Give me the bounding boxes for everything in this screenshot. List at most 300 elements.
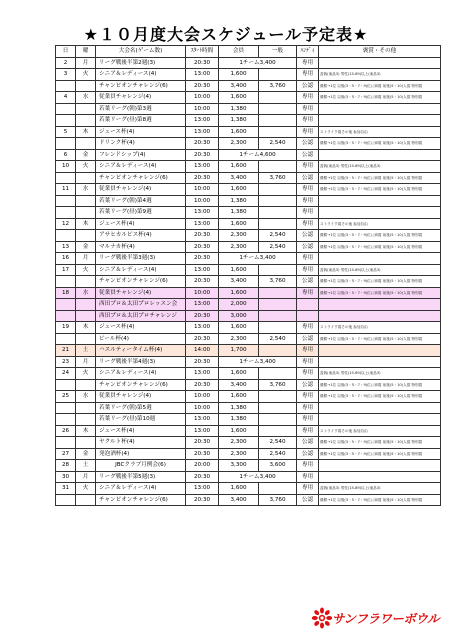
table-row <box>56 161 441 173</box>
cell-member: 1チーム3,400 <box>219 356 297 368</box>
cell-name: フレンドシップ(4) <box>96 149 186 161</box>
cell-general: 2,540 <box>259 437 297 449</box>
cell-dow: 金 <box>76 241 96 253</box>
cell-note: 盆栽(東品3) 男性(15-89)以上(東品3) <box>319 161 441 173</box>
table-row <box>56 310 441 322</box>
cell-note: 優勝→1位 以後(3・5・7・9)位に商賞 前後(5・10)人賞 特別賞 <box>319 437 441 449</box>
cell-member: 2,300 <box>219 448 259 460</box>
cell-note: 優勝→1位 以後(3・5・7・9)位に商賞 前後(5・10)人賞 特別賞 <box>319 391 441 403</box>
table-row <box>56 230 441 242</box>
table-row <box>56 115 441 127</box>
cell-name: リーグ戦後半第5週(3) <box>96 471 186 483</box>
cell-day <box>56 494 76 506</box>
table-row <box>56 92 441 104</box>
table-row <box>56 126 441 138</box>
cell-handi: 専用 <box>297 356 319 368</box>
cell-time: 13:00 <box>186 322 219 334</box>
cell-handi: 専用 <box>297 69 319 81</box>
cell-general <box>259 184 297 196</box>
cell-dow: 土 <box>76 460 96 472</box>
cell-note <box>319 207 441 219</box>
sunflower-bowl-logo <box>312 606 438 630</box>
cell-note: 盆栽(東品3) 男性(15-89)以上(東品3) <box>319 368 441 380</box>
cell-time: 20:30 <box>186 138 219 150</box>
cell-day <box>56 103 76 115</box>
cell-note: 優勝→1位 以後(3・5・7・9)位に商賞 前後(5・10)人賞 特別賞 <box>319 241 441 253</box>
cell-general: 3,760 <box>259 80 297 92</box>
cell-member: 1,380 <box>219 195 259 207</box>
cell-dow <box>76 115 96 127</box>
cell-name: チャンピオンチャレンジ(6) <box>96 276 186 288</box>
cell-general <box>259 310 297 322</box>
table-row <box>56 391 441 403</box>
cell-general <box>259 402 297 414</box>
cell-dow <box>76 80 96 92</box>
cell-handi: 専用 <box>297 368 319 380</box>
cell-name: シニア＆レディース(4) <box>96 368 186 380</box>
cell-member: 1,600 <box>219 161 259 173</box>
cell-general: 2,540 <box>259 241 297 253</box>
cell-name: リーグ戦後半第4週(3) <box>96 356 186 368</box>
cell-member: 1,600 <box>219 287 259 299</box>
cell-general: 3,760 <box>259 172 297 184</box>
cell-time: 20:30 <box>186 80 219 92</box>
table-row <box>56 103 441 115</box>
cell-note: 優勝→1位 以後(3・5・7・9)位に商賞 前後(5・10)人賞 特別賞 <box>319 276 441 288</box>
cell-day <box>56 115 76 127</box>
cell-member: 3,400 <box>219 172 259 184</box>
cell-member: 1,600 <box>219 218 259 230</box>
sunflower-icon <box>312 607 332 629</box>
cell-name: 西田プロ＆太田プロチャレンジ <box>96 310 186 322</box>
cell-member: 2,000 <box>219 299 259 311</box>
cell-time: 10:00 <box>186 287 219 299</box>
cell-member: 2,300 <box>219 241 259 253</box>
cell-member: 2,300 <box>219 230 259 242</box>
cell-note: 優勝→1位 以後(3・5・7・9)位に商賞 前後(5・10)人賞 特別賞 <box>319 448 441 460</box>
table-row <box>56 149 441 161</box>
cell-member: 1,700 <box>219 345 259 357</box>
cell-day <box>56 299 76 311</box>
cell-note <box>319 345 441 357</box>
cell-name: ビール杯(4) <box>96 333 186 345</box>
cell-time: 13:00 <box>186 218 219 230</box>
cell-handi: 専用 <box>297 126 319 138</box>
cell-handi: 専用 <box>297 57 319 69</box>
cell-handi: 専用 <box>297 207 319 219</box>
cell-name: 発泡酒杯(4) <box>96 448 186 460</box>
column-header: 日 <box>56 46 76 58</box>
cell-note <box>319 356 441 368</box>
cell-note: 優勝→1位 以後(3・5・7・9)位に商賞 前後(5・10)人賞 特別賞 <box>319 172 441 184</box>
cell-dow: 月 <box>76 57 96 69</box>
cell-note: 盆栽(東品3) 男性(15-89)以上(東品3) <box>319 483 441 495</box>
cell-handi: 専用 <box>297 425 319 437</box>
cell-general <box>259 207 297 219</box>
cell-time: 13:00 <box>186 483 219 495</box>
cell-member: 1,600 <box>219 126 259 138</box>
cell-general: 3,600 <box>259 460 297 472</box>
cell-day: 4 <box>56 92 76 104</box>
cell-handi: 専用 <box>297 184 319 196</box>
table-row <box>56 138 441 150</box>
cell-name: ハスルティータイム杯(4) <box>96 345 186 357</box>
cell-note: 優勝→1位 以後(3・5・7・9)位に商賞 前後(5・10)人賞 特別賞 <box>319 494 441 506</box>
cell-dow: 金 <box>76 149 96 161</box>
cell-day <box>56 138 76 150</box>
cell-time: 13:00 <box>186 161 219 173</box>
cell-member: 2,300 <box>219 437 259 449</box>
cell-time: 13:00 <box>186 299 219 311</box>
cell-handi: 専用 <box>297 287 319 299</box>
cell-time: 20:30 <box>186 230 219 242</box>
cell-day: 26 <box>56 425 76 437</box>
cell-day <box>56 195 76 207</box>
cell-dow: 水 <box>76 184 96 196</box>
cell-general <box>259 69 297 81</box>
cell-dow: 水 <box>76 92 96 104</box>
cell-day: 24 <box>56 368 76 380</box>
cell-general: 3,760 <box>259 276 297 288</box>
cell-dow: 水 <box>76 287 96 299</box>
cell-member: 1チーム3,400 <box>219 471 297 483</box>
column-header: 大会名(ゲーム数) <box>96 46 186 58</box>
cell-handi <box>297 299 319 311</box>
cell-time: 13:00 <box>186 126 219 138</box>
cell-member: 1,600 <box>219 69 259 81</box>
cell-handi: 公認 <box>297 379 319 391</box>
cell-note: 優勝→1位 以後(3・5・7・9)位に商賞 前後(5・10)人賞 特別賞 <box>319 333 441 345</box>
cell-name: 従業員チャレンジ(4) <box>96 184 186 196</box>
cell-handi: 公認 <box>297 138 319 150</box>
cell-handi: 専用 <box>297 103 319 115</box>
cell-name: チャンピオンチャレンジ(6) <box>96 80 186 92</box>
cell-note <box>319 414 441 426</box>
cell-dow: 火 <box>76 483 96 495</box>
cell-general <box>259 264 297 276</box>
cell-dow: 月 <box>76 356 96 368</box>
cell-time: 14:00 <box>186 345 219 357</box>
cell-note: 盆栽(東品3) 男性(15-89)以上(東品3) <box>319 264 441 276</box>
table-row <box>56 379 441 391</box>
cell-name: ジュース杯(4) <box>96 126 186 138</box>
table-row <box>56 69 441 81</box>
cell-member: 1,600 <box>219 92 259 104</box>
cell-general: 3,760 <box>259 494 297 506</box>
table-row <box>56 80 441 92</box>
table-row <box>56 414 441 426</box>
cell-general: 2,540 <box>259 333 297 345</box>
cell-note: ストライク賞その他 参加自由 <box>319 322 441 334</box>
cell-member: 1,380 <box>219 115 259 127</box>
cell-handi: 専用 <box>297 402 319 414</box>
cell-handi: 専用 <box>297 161 319 173</box>
cell-time: 20:30 <box>186 379 219 391</box>
cell-general <box>259 161 297 173</box>
cell-name: リーグ戦後半第2週(3) <box>96 57 186 69</box>
cell-day <box>56 207 76 219</box>
table-row <box>56 207 441 219</box>
cell-dow: 木 <box>76 425 96 437</box>
cell-note <box>319 103 441 115</box>
cell-member: 2,300 <box>219 138 259 150</box>
cell-general <box>259 92 297 104</box>
table-row <box>56 322 441 334</box>
cell-day <box>56 414 76 426</box>
cell-time: 13:00 <box>186 368 219 380</box>
cell-time: 13:00 <box>186 414 219 426</box>
cell-note: 優勝→1位 以後(3・5・7・9)位に商賞 前後(5・10)人賞 特別賞 <box>319 92 441 104</box>
cell-dow <box>76 207 96 219</box>
cell-note: 優勝→1位 以後(3・5・7・9)位に商賞 前後(5・10)人賞 特別賞 <box>319 80 441 92</box>
cell-day: 16 <box>56 253 76 265</box>
cell-handi: 専用 <box>297 460 319 472</box>
cell-time: 20:30 <box>186 172 219 184</box>
cell-note: 盆栽(東品3) 男性(15-89)以上(東品3) <box>319 69 441 81</box>
cell-member: 1,600 <box>219 391 259 403</box>
cell-day: 10 <box>56 161 76 173</box>
cell-name: シニア＆レディース(4) <box>96 69 186 81</box>
cell-name: ジュース杯(4) <box>96 322 186 334</box>
cell-name: 若葉リーグ(昼)第9週 <box>96 207 186 219</box>
cell-handi: 専用 <box>297 414 319 426</box>
cell-time: 20:30 <box>186 494 219 506</box>
cell-time: 13:00 <box>186 115 219 127</box>
cell-time: 20:30 <box>186 241 219 253</box>
cell-day <box>56 230 76 242</box>
cell-general <box>259 287 297 299</box>
cell-name: 若葉リーグ(朝)第5週 <box>96 402 186 414</box>
cell-name: 従業員チャレンジ(4) <box>96 391 186 403</box>
table-row <box>56 218 441 230</box>
cell-note <box>319 115 441 127</box>
cell-note <box>319 460 441 472</box>
page-title: ★１０月度大会スケジュール予定表★ <box>83 25 369 44</box>
table-row <box>56 437 441 449</box>
cell-member: 1,600 <box>219 322 259 334</box>
cell-handi: 公認 <box>297 276 319 288</box>
cell-day: 30 <box>56 471 76 483</box>
cell-name: ジュース杯(4) <box>96 425 186 437</box>
table-row <box>56 345 441 357</box>
cell-general: 2,540 <box>259 448 297 460</box>
cell-member: 1,380 <box>219 402 259 414</box>
cell-time: 20:00 <box>186 460 219 472</box>
cell-general <box>259 322 297 334</box>
cell-time: 20:30 <box>186 356 219 368</box>
cell-day: 31 <box>56 483 76 495</box>
cell-day: 18 <box>56 287 76 299</box>
cell-time: 20:30 <box>186 448 219 460</box>
column-header: 一般 <box>259 46 297 58</box>
cell-handi: 公認 <box>297 172 319 184</box>
cell-dow <box>76 414 96 426</box>
schedule-table <box>55 45 441 506</box>
cell-day: 2 <box>56 57 76 69</box>
cell-dow: 木 <box>76 322 96 334</box>
cell-note <box>319 195 441 207</box>
cell-name: 西田プロ＆太田プロレッスン会 <box>96 299 186 311</box>
table-row <box>56 172 441 184</box>
cell-member: 3,400 <box>219 80 259 92</box>
cell-time: 20:30 <box>186 253 219 265</box>
cell-general <box>259 299 297 311</box>
table-row <box>56 287 441 299</box>
cell-time: 13:00 <box>186 69 219 81</box>
logo-text: サンフラワーボウル <box>332 611 440 626</box>
cell-day: 21 <box>56 345 76 357</box>
cell-time: 10:00 <box>186 391 219 403</box>
cell-name: アサヒカルピス杯(4) <box>96 230 186 242</box>
cell-handi: 専用 <box>297 322 319 334</box>
cell-time: 20:30 <box>186 276 219 288</box>
cell-handi: 専用 <box>297 218 319 230</box>
cell-day: 5 <box>56 126 76 138</box>
cell-name: ドリンク杯(4) <box>96 138 186 150</box>
cell-general <box>259 115 297 127</box>
cell-member: 2,300 <box>219 333 259 345</box>
cell-general <box>259 483 297 495</box>
cell-member: 3,300 <box>219 460 259 472</box>
cell-member: 1,600 <box>219 425 259 437</box>
table-row <box>56 253 441 265</box>
cell-handi: 公認 <box>297 149 319 161</box>
cell-dow <box>76 379 96 391</box>
cell-member: 1,600 <box>219 368 259 380</box>
cell-name: シニア＆レディース(4) <box>96 483 186 495</box>
cell-handi: 専用 <box>297 253 319 265</box>
table-row <box>56 356 441 368</box>
cell-name: JBCクラブ月例会(6) <box>96 460 186 472</box>
cell-day: 19 <box>56 322 76 334</box>
cell-handi: 公認 <box>297 494 319 506</box>
cell-time: 20:30 <box>186 437 219 449</box>
cell-dow <box>76 437 96 449</box>
cell-dow <box>76 276 96 288</box>
cell-name: ヤクルト杯(4) <box>96 437 186 449</box>
cell-name: チャンピオンチャレンジ(6) <box>96 379 186 391</box>
cell-note: 優勝→1位 以後(3・5・7・9)位に商賞 前後(5・10)人賞 特別賞 <box>319 379 441 391</box>
cell-handi: 公認 <box>297 230 319 242</box>
cell-note <box>319 310 441 322</box>
cell-name: シニア＆レディース(4) <box>96 264 186 276</box>
cell-day <box>56 333 76 345</box>
cell-general: 2,540 <box>259 138 297 150</box>
cell-time: 20:30 <box>186 471 219 483</box>
cell-member: 1,380 <box>219 414 259 426</box>
cell-day: 12 <box>56 218 76 230</box>
cell-day <box>56 310 76 322</box>
cell-member: 1チーム3,400 <box>219 57 297 69</box>
cell-general: 2,540 <box>259 230 297 242</box>
cell-dow <box>76 103 96 115</box>
cell-time: 10:00 <box>186 195 219 207</box>
table-row <box>56 425 441 437</box>
cell-dow: 火 <box>76 264 96 276</box>
table-row <box>56 57 441 69</box>
cell-handi: 公認 <box>297 437 319 449</box>
cell-name: シニア＆レディース(4) <box>96 161 186 173</box>
cell-day <box>56 402 76 414</box>
cell-name: リーグ戦後半第3週(3) <box>96 253 186 265</box>
cell-note: ストライク賞その他 参加自由 <box>319 126 441 138</box>
cell-time: 20:30 <box>186 310 219 322</box>
table-row <box>56 448 441 460</box>
cell-day: 11 <box>56 184 76 196</box>
table-row <box>56 195 441 207</box>
table-row <box>56 299 441 311</box>
cell-dow: 火 <box>76 368 96 380</box>
cell-member: 3,000 <box>219 310 259 322</box>
cell-day: 27 <box>56 448 76 460</box>
cell-member: 3,400 <box>219 379 259 391</box>
cell-dow: 木 <box>76 126 96 138</box>
cell-general <box>259 103 297 115</box>
cell-general <box>259 126 297 138</box>
cell-general <box>259 345 297 357</box>
cell-member: 3,400 <box>219 276 259 288</box>
cell-time: 10:00 <box>186 92 219 104</box>
table-row <box>56 276 441 288</box>
column-header: ｽﾀｰﾄ時間 <box>186 46 219 58</box>
cell-dow: 月 <box>76 253 96 265</box>
cell-dow <box>76 333 96 345</box>
cell-dow <box>76 138 96 150</box>
cell-dow: 月 <box>76 471 96 483</box>
cell-time: 10:00 <box>186 402 219 414</box>
cell-day <box>56 379 76 391</box>
table-row <box>56 241 441 253</box>
cell-dow: 木 <box>76 218 96 230</box>
cell-day: 6 <box>56 149 76 161</box>
cell-day <box>56 172 76 184</box>
cell-note <box>319 471 441 483</box>
cell-day: 23 <box>56 356 76 368</box>
cell-name: チャンピオンチャレンジ(6) <box>96 172 186 184</box>
table-row <box>56 402 441 414</box>
cell-general <box>259 195 297 207</box>
cell-name: 若葉リーグ(朝)第4週 <box>96 195 186 207</box>
cell-member: 3,400 <box>219 494 259 506</box>
cell-member: 1,600 <box>219 483 259 495</box>
cell-day: 3 <box>56 69 76 81</box>
table-row <box>56 264 441 276</box>
cell-note: ストライク賞その他 参加自由 <box>319 425 441 437</box>
cell-time: 20:30 <box>186 57 219 69</box>
cell-day <box>56 437 76 449</box>
cell-day <box>56 80 76 92</box>
column-header: 会員 <box>219 46 259 58</box>
cell-note: 優勝→1位 以後(3・5・7・9)位に商賞 前後(5・10)人賞 特別賞 <box>319 184 441 196</box>
column-header: ﾊﾝﾃﾞｨ <box>297 46 319 58</box>
cell-note <box>319 402 441 414</box>
table-row <box>56 483 441 495</box>
cell-dow: 火 <box>76 69 96 81</box>
table-row <box>56 184 441 196</box>
cell-handi: 専用 <box>297 264 319 276</box>
cell-day: 25 <box>56 391 76 403</box>
cell-name: 従業員チャレンジ(4) <box>96 92 186 104</box>
table-header-row <box>56 46 441 58</box>
cell-name: 若葉リーグ(昼)第8週 <box>96 115 186 127</box>
cell-note: 優勝→1位 以後(3・5・7・9)位に商賞 前後(5・10)人賞 特別賞 <box>319 230 441 242</box>
cell-dow <box>76 172 96 184</box>
cell-handi: 専用 <box>297 92 319 104</box>
cell-member: 1チーム4,600 <box>219 149 297 161</box>
cell-note: 優勝→1位 以後(3・5・7・9)位に商賞 前後(5・10)人賞 特別賞 <box>319 287 441 299</box>
cell-general: 3,760 <box>259 379 297 391</box>
cell-dow: 水 <box>76 391 96 403</box>
